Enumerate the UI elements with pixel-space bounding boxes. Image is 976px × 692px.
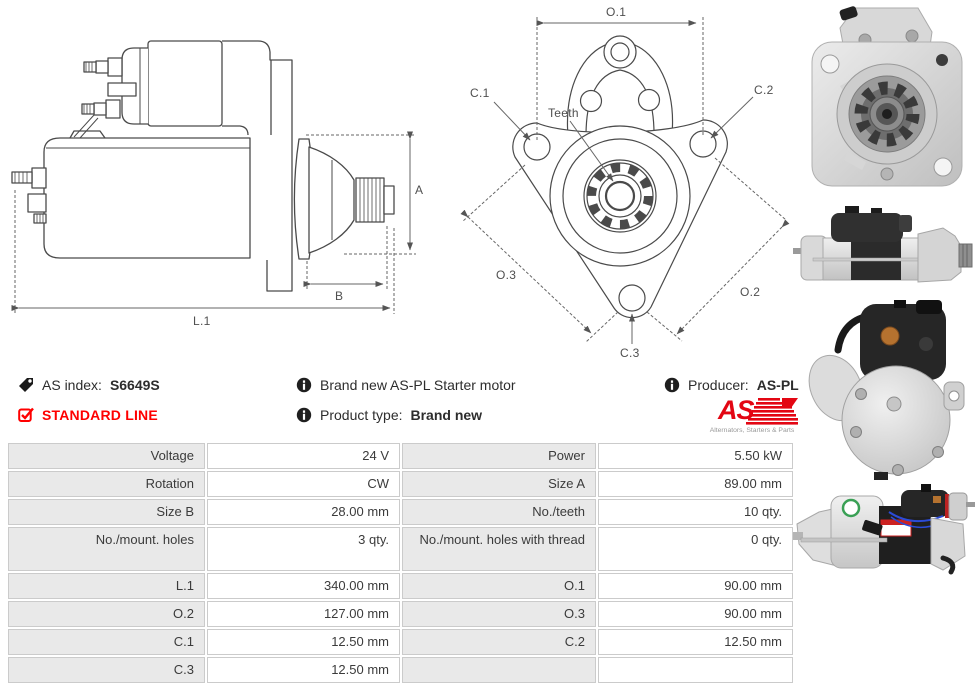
spec-label: Rotation xyxy=(8,471,205,497)
as-index-label: AS index: xyxy=(42,377,102,393)
description-text: Brand new AS-PL Starter motor xyxy=(320,377,516,393)
spec-value: 127.00 mm xyxy=(207,601,400,627)
dim-l1-label: L.1 xyxy=(193,314,211,328)
spec-value: 12.50 mm xyxy=(207,657,400,683)
producer-value: AS-PL xyxy=(756,377,799,393)
spec-label: C.1 xyxy=(8,629,205,655)
as-index-row xyxy=(18,376,160,394)
logo-text: AS xyxy=(718,395,754,425)
spec-label: L.1 xyxy=(8,573,205,599)
spec-value: 5.50 kW xyxy=(598,443,793,469)
product-type-row xyxy=(296,406,482,424)
as-index-value: S6649S xyxy=(109,377,160,393)
spec-value: 10 qty. xyxy=(598,499,793,525)
dim-c2-label: C.2 xyxy=(754,83,774,97)
spec-label: No./mount. holes xyxy=(8,527,205,571)
spec-value: 24 V xyxy=(207,443,400,469)
standard-line-row xyxy=(18,406,158,424)
spec-label: Power xyxy=(402,443,596,469)
description-row xyxy=(296,376,516,394)
photo-rear-view xyxy=(798,300,970,485)
spec-label: C.2 xyxy=(402,629,596,655)
spec-label: No./mount. holes with thread xyxy=(402,527,596,571)
spec-value: 12.50 mm xyxy=(207,629,400,655)
teeth-label: Teeth xyxy=(548,106,579,120)
spec-value xyxy=(598,657,793,683)
spec-value: 90.00 mm xyxy=(598,601,793,627)
as-pl-logo xyxy=(704,396,800,438)
spec-label: C.3 xyxy=(8,657,205,683)
info-icon xyxy=(296,377,312,393)
front-view-drawing xyxy=(440,0,800,365)
side-view-svg xyxy=(10,8,430,360)
dim-o3-label: O.3 xyxy=(496,268,517,282)
photo-side-view-2 xyxy=(793,482,975,581)
spec-table xyxy=(8,443,793,683)
dim-a-label: A xyxy=(415,183,424,197)
spec-label: Voltage xyxy=(8,443,205,469)
tag-icon xyxy=(18,377,34,393)
dim-b-label: B xyxy=(335,289,344,303)
spec-label xyxy=(402,657,596,683)
logo-tagline: Alternators, Starters & Parts xyxy=(709,427,795,434)
info-icon xyxy=(296,407,312,423)
spec-label: Size B xyxy=(8,499,205,525)
spec-value: CW xyxy=(207,471,400,497)
spec-value: 12.50 mm xyxy=(598,629,793,655)
product-type-value: Brand new xyxy=(410,407,483,423)
spec-value: 90.00 mm xyxy=(598,573,793,599)
standard-line-label: STANDARD LINE xyxy=(42,407,158,423)
spec-value: 0 qty. xyxy=(598,527,793,571)
spec-label: O.2 xyxy=(8,601,205,627)
photo-side-view xyxy=(793,206,975,301)
dim-o2-label: O.2 xyxy=(740,285,761,299)
side-view-drawing xyxy=(10,8,430,360)
spec-label: O.1 xyxy=(402,573,596,599)
checkbox-checked-icon xyxy=(18,407,34,423)
spec-value: 28.00 mm xyxy=(207,499,400,525)
producer-row xyxy=(664,376,799,394)
spec-value: 340.00 mm xyxy=(207,573,400,599)
producer-label: Producer: xyxy=(688,377,749,393)
front-view-svg xyxy=(440,0,800,365)
product-type-label: Product type: xyxy=(320,407,403,423)
photo-front-view xyxy=(800,2,970,209)
spec-value: 89.00 mm xyxy=(598,471,793,497)
spec-label: No./teeth xyxy=(402,499,596,525)
dim-c1-label: C.1 xyxy=(470,86,490,100)
spec-label: O.3 xyxy=(402,601,596,627)
spec-label: Size A xyxy=(402,471,596,497)
dim-c3-label: C.3 xyxy=(620,346,640,360)
info-icon xyxy=(664,377,680,393)
spec-value: 3 qty. xyxy=(207,527,400,571)
dim-o1-label: O.1 xyxy=(606,5,627,19)
